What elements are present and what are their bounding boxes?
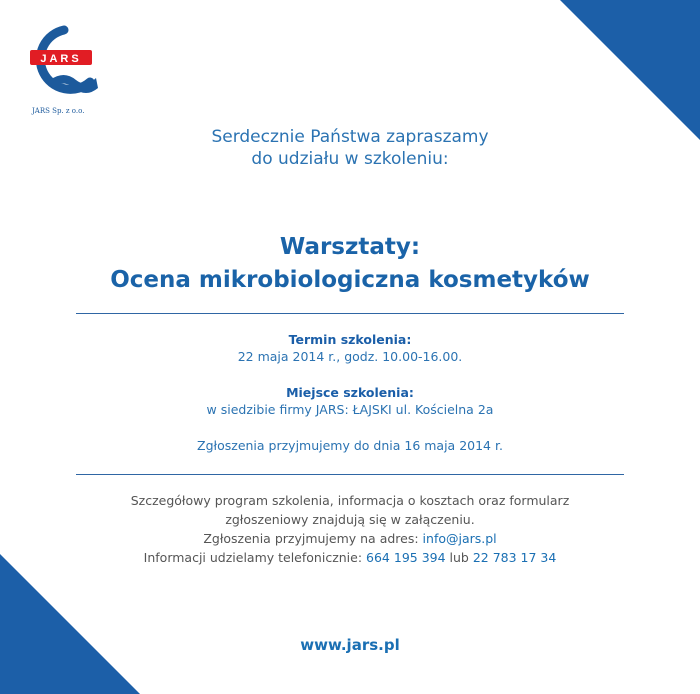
- event-title-line-2: Ocena mikrobiologiczna kosmetyków: [110, 267, 590, 293]
- event-title-line-1: Warsztaty:: [279, 234, 421, 260]
- place-value: w siedzibie firmy JARS: ŁAJSKI ul. Kościelna 2a: [206, 402, 494, 417]
- details-line-3: [0, 529, 700, 548]
- details-line-1: Szczegółowy program szkolenia, informacja o kosztach oraz formularz: [130, 493, 570, 508]
- date-value: 22 maja 2014 r., godz. 10.00-16.00.: [237, 349, 463, 364]
- details-line-2: zgłoszeniowy znajdują się w załączeniu.: [225, 512, 475, 527]
- divider-bottom: [76, 474, 624, 475]
- company-caption: JARS Sp. z o.o.: [32, 107, 85, 115]
- invitation-line-2: do udziału w szkoleniu:: [251, 149, 449, 169]
- date-label: Termin szkolenia:: [288, 332, 412, 347]
- divider-top: [76, 313, 624, 314]
- event-title: [0, 231, 700, 297]
- registration-deadline: Zgłoszenia przyjmujemy do dnia 16 maja 2014 r.: [197, 438, 503, 453]
- company-logo: [24, 22, 110, 118]
- phone-separator: lub: [445, 550, 473, 565]
- corner-decoration-top-right: [560, 0, 700, 140]
- details-line-4: [0, 548, 700, 567]
- jars-logo-icon: [24, 22, 110, 108]
- website-link[interactable]: www.jars.pl: [300, 636, 400, 654]
- phone-number-1[interactable]: 664 195 394: [366, 550, 446, 565]
- phone-prompt: Informacji udzielamy telefonicznie:: [143, 550, 367, 565]
- invitation-text: [0, 126, 700, 170]
- email-link[interactable]: info@jars.pl: [422, 531, 497, 546]
- phone-number-2[interactable]: 22 783 17 34: [472, 550, 557, 565]
- invitation-line-1: Serdecznie Państwa zapraszamy: [211, 127, 489, 147]
- logo-text: JARS: [40, 53, 82, 65]
- details-text: [0, 491, 700, 567]
- email-prompt: Zgłoszenia przyjmujemy na adres:: [203, 531, 423, 546]
- corner-decoration-bottom-left: [0, 554, 140, 694]
- place-label: Miejsce szkolenia:: [286, 385, 414, 400]
